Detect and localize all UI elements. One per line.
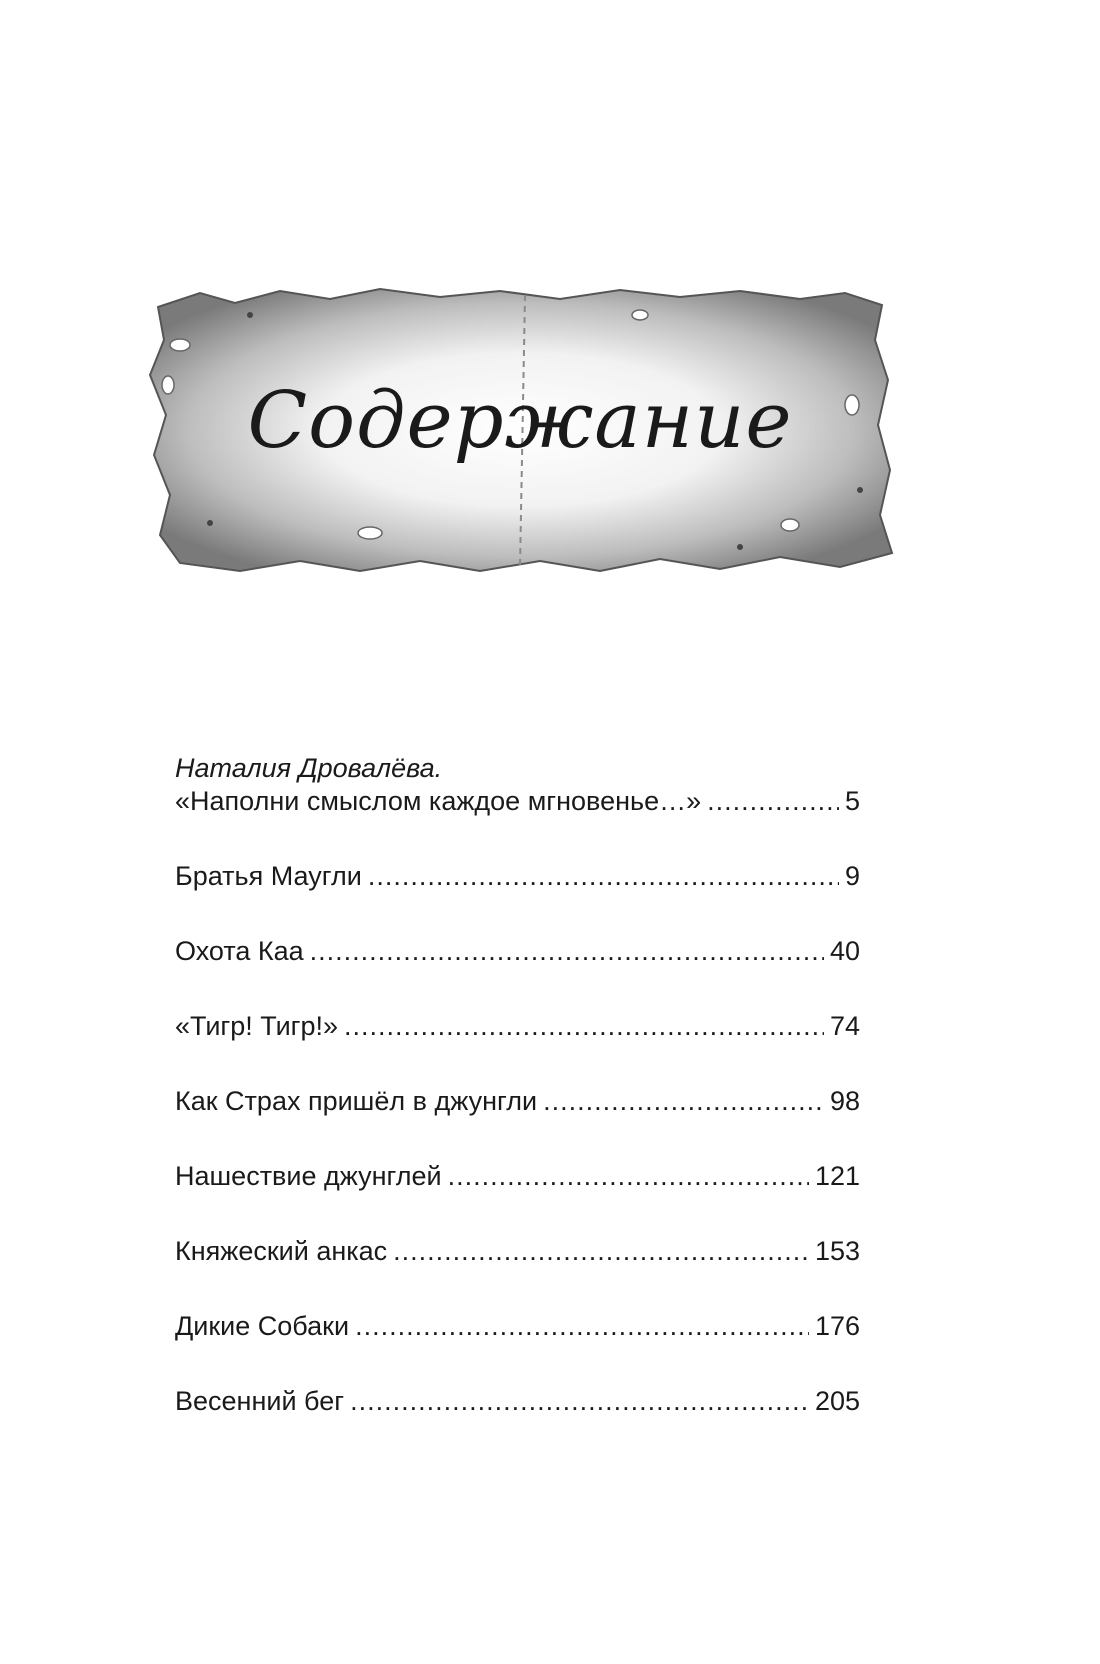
toc-entry[interactable] xyxy=(175,1085,860,1118)
title-banner xyxy=(140,285,900,575)
toc-entry-page: 176 xyxy=(814,1311,860,1341)
toc-entry-title: Нашествие джунглей xyxy=(175,1161,442,1191)
toc-entry[interactable] xyxy=(175,860,860,893)
dot-leader xyxy=(543,1085,824,1118)
toc-entry-page: 40 xyxy=(829,936,860,966)
dot-leader xyxy=(350,1385,809,1418)
dot-leader xyxy=(355,1310,809,1343)
dot-leader xyxy=(448,1160,809,1193)
page-title: Содержание xyxy=(247,376,793,466)
dot-leader xyxy=(344,1010,824,1043)
toc-entry-title: «Наполни смыслом каждое мгновенье…» xyxy=(175,786,702,816)
toc-entry-page: 121 xyxy=(814,1161,860,1191)
dot-leader xyxy=(393,1235,809,1268)
toc-entry-page: 98 xyxy=(829,1086,860,1116)
toc-entry-title: Как Страх пришёл в джунгли xyxy=(175,1086,538,1116)
toc-entry-title: Весенний бег xyxy=(175,1386,345,1416)
toc-entry[interactable] xyxy=(175,1385,860,1418)
toc-entry-title: Княжеский анкас xyxy=(175,1236,388,1266)
toc-entry[interactable] xyxy=(175,1310,860,1343)
toc-entry-page: 5 xyxy=(844,786,860,816)
toc-entry-page: 153 xyxy=(814,1236,860,1266)
toc-entry-title: Охота Каа xyxy=(175,936,304,966)
toc-entry-page: 205 xyxy=(814,1386,860,1416)
toc-entry[interactable] xyxy=(175,1160,860,1193)
toc-entry-title: «Тигр! Тигр!» xyxy=(175,1011,339,1041)
dot-leader xyxy=(707,785,839,818)
toc-entry-intro[interactable] xyxy=(175,785,860,818)
toc-entry[interactable] xyxy=(175,1010,860,1043)
toc-entry-page: 9 xyxy=(844,861,860,891)
dot-leader xyxy=(310,935,824,968)
table-of-contents xyxy=(175,752,860,1418)
toc-entry[interactable] xyxy=(175,935,860,968)
toc-entry[interactable] xyxy=(175,1235,860,1268)
toc-entry-title: Братья Маугли xyxy=(175,861,362,891)
intro-author: Наталия Дровалёва. xyxy=(175,753,443,783)
toc-entry-title: Дикие Собаки xyxy=(175,1311,350,1341)
dot-leader xyxy=(368,860,839,893)
toc-entry-page: 74 xyxy=(829,1011,860,1041)
